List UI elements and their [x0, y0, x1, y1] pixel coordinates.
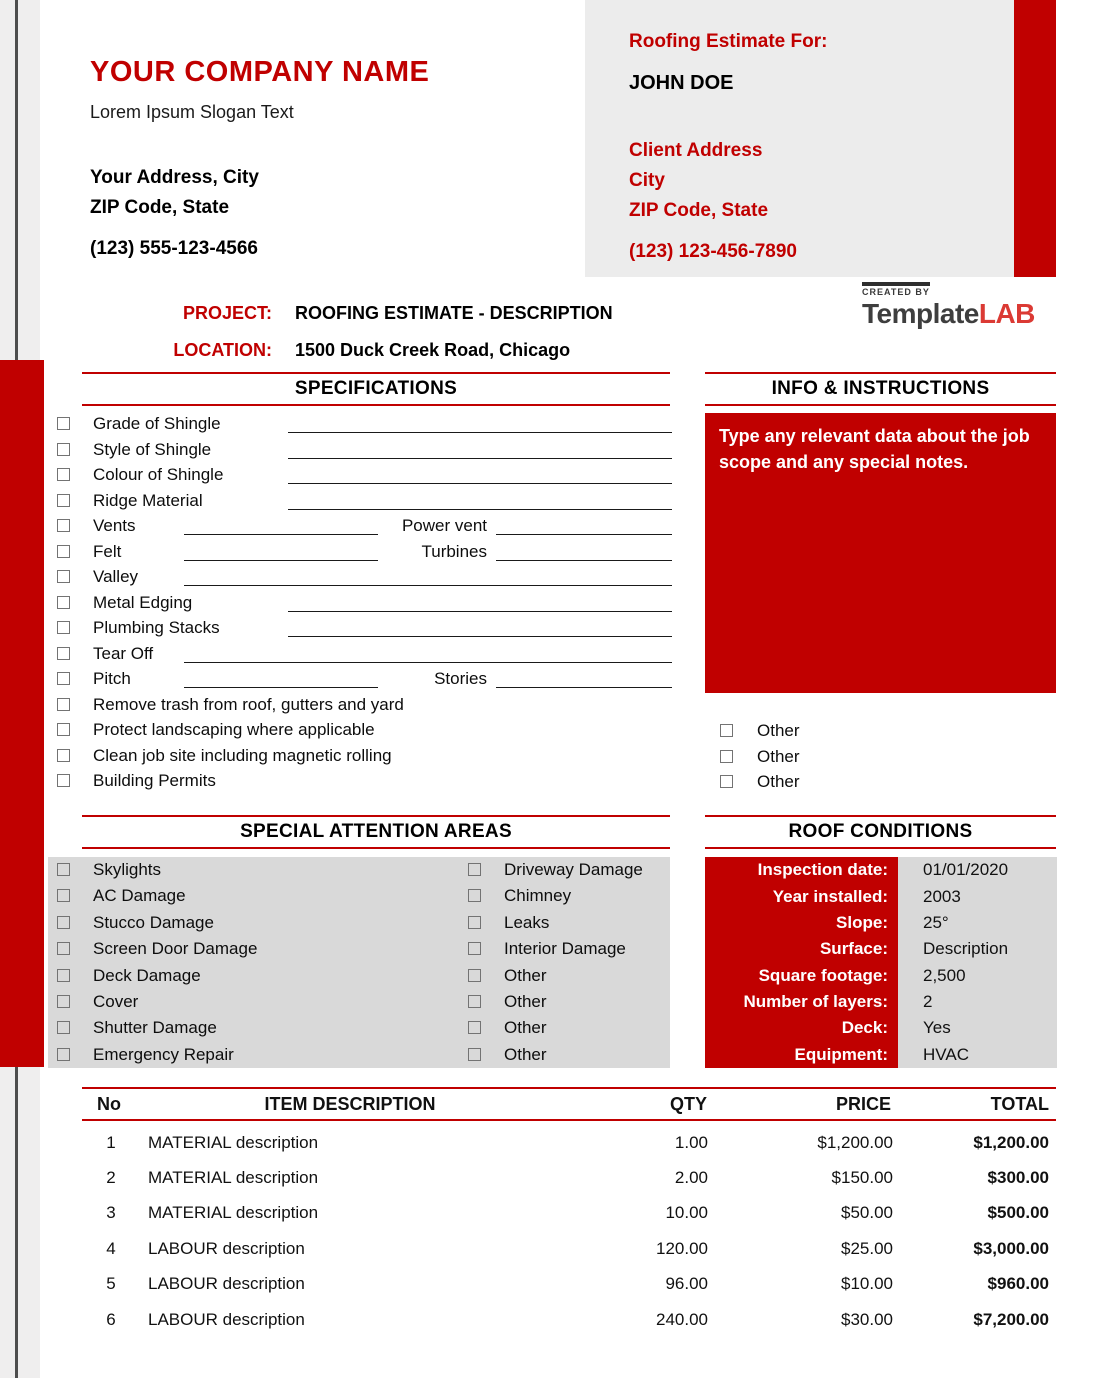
checkbox[interactable] — [57, 647, 70, 660]
spec-row — [48, 642, 672, 668]
spec-label: Metal Edging — [93, 592, 193, 612]
attention-label: Other — [504, 965, 547, 985]
spec-label: Building Permits — [93, 771, 216, 790]
client-address-line2: City — [629, 170, 665, 191]
condition-label: Year installed: — [705, 883, 898, 909]
checkbox[interactable] — [468, 942, 481, 955]
checkbox[interactable] — [720, 775, 733, 788]
checkbox[interactable] — [468, 969, 481, 982]
condition-value: Yes — [898, 1015, 1057, 1041]
location-row — [82, 332, 682, 369]
client-phone: (123) 123-456-7890 — [629, 241, 797, 262]
attention-label: Other — [504, 991, 547, 1011]
spec-label: Remove trash from roof, gutters and yard — [93, 694, 404, 714]
attention-label: Emergency Repair — [93, 1044, 234, 1064]
spec-row — [48, 438, 672, 464]
items-table-rows — [82, 1121, 1056, 1337]
client-name: JOHN DOE — [629, 72, 734, 94]
spec-label: Colour of Shingle — [93, 465, 224, 484]
item-price-cell: $150.00 — [831, 1168, 893, 1188]
checkbox[interactable] — [720, 750, 733, 763]
roof-conditions-header: ROOF CONDITIONS — [705, 815, 1056, 849]
checkbox[interactable] — [57, 774, 70, 787]
fill-in-line[interactable] — [496, 514, 672, 535]
spec-label: Valley — [93, 567, 139, 586]
spec-row — [48, 616, 672, 642]
table-row — [82, 1160, 1056, 1195]
fill-in-line[interactable] — [184, 642, 672, 663]
item-price-cell: $50.00 — [841, 1203, 893, 1223]
item-description-cell: LABOUR description — [148, 1309, 305, 1329]
item-qty-cell: 10.00 — [665, 1203, 708, 1223]
item-no-cell: 6 — [106, 1309, 116, 1329]
spec-label: Vents — [93, 516, 136, 535]
location-value: 1500 Duck Creek Road, Chicago — [295, 340, 571, 360]
spec-row — [48, 514, 672, 540]
company-phone: (123) 555-123-4566 — [90, 238, 258, 259]
items-table — [82, 1087, 1056, 1337]
spec-row — [48, 718, 672, 744]
logo-template-text: Template — [862, 298, 979, 329]
checkbox[interactable] — [57, 621, 70, 634]
item-qty-cell: 240.00 — [656, 1309, 708, 1329]
item-total-cell: $3,000.00 — [973, 1238, 1049, 1258]
table-row — [82, 1231, 1056, 1266]
spec-label: Style of Shingle — [93, 439, 212, 459]
attention-label: Other — [504, 1018, 547, 1038]
checkbox[interactable] — [57, 969, 70, 982]
checkbox[interactable] — [720, 724, 733, 737]
item-price-cell: $30.00 — [841, 1309, 893, 1329]
attention-row — [48, 1015, 670, 1041]
condition-label: Deck: — [705, 1015, 898, 1041]
attention-row — [48, 963, 670, 989]
table-row — [82, 1302, 1056, 1337]
specifications-list — [48, 412, 672, 795]
item-description-cell: MATERIAL description — [148, 1203, 319, 1223]
spec-sublabel: Turbines — [421, 541, 487, 561]
project-row — [82, 295, 682, 332]
checkbox[interactable] — [57, 519, 70, 532]
checkbox[interactable] — [57, 596, 70, 609]
special-attention-header: SPECIAL ATTENTION AREAS — [82, 815, 670, 849]
checkbox[interactable] — [57, 417, 70, 430]
checkbox[interactable] — [57, 443, 70, 456]
item-total-cell: $500.00 — [987, 1203, 1049, 1223]
spec-sublabel: Stories — [434, 669, 487, 688]
fill-in-line[interactable] — [288, 616, 672, 637]
spec-row — [48, 667, 672, 693]
item-price-cell: $1,200.00 — [817, 1132, 893, 1152]
attention-label: Other — [504, 1044, 547, 1064]
items-table-header — [82, 1087, 1056, 1121]
checkbox[interactable] — [57, 723, 70, 736]
spec-label: Pitch — [93, 669, 131, 688]
checkbox[interactable] — [57, 672, 70, 685]
item-total-cell: $7,200.00 — [973, 1309, 1049, 1329]
checkbox[interactable] — [57, 698, 70, 711]
spec-row — [48, 565, 672, 591]
condition-label: Number of layers: — [705, 989, 898, 1015]
item-no-cell: 1 — [106, 1132, 116, 1152]
attention-label: Interior Damage — [504, 939, 626, 959]
project-location-block — [82, 295, 682, 369]
condition-row — [705, 936, 1057, 962]
logo-created-by: CREATED BY — [862, 282, 930, 297]
condition-label: Surface: — [705, 936, 898, 962]
spec-row — [48, 744, 672, 770]
company-address-line2: ZIP Code, State — [90, 197, 230, 218]
checkbox[interactable] — [57, 995, 70, 1008]
item-no-cell: 3 — [106, 1203, 116, 1223]
item-description-cell: MATERIAL description — [148, 1132, 319, 1152]
item-no-cell: 2 — [106, 1168, 116, 1188]
checkbox[interactable] — [57, 494, 70, 507]
condition-value: 2 — [898, 989, 1057, 1015]
roof-conditions-table — [705, 857, 1057, 1068]
condition-label: Equipment: — [705, 1042, 898, 1068]
condition-value: HVAC — [898, 1042, 1057, 1068]
special-attention-grid — [48, 857, 670, 1068]
spec-label: Plumbing Stacks — [93, 618, 220, 637]
spec-label: Grade of Shingle — [93, 414, 221, 433]
item-total-cell: $300.00 — [987, 1168, 1049, 1188]
specifications-header: SPECIFICATIONS — [82, 372, 670, 406]
table-row — [82, 1196, 1056, 1231]
checkbox[interactable] — [57, 749, 70, 762]
spec-row — [48, 540, 672, 566]
column-header-no: No — [97, 1093, 121, 1114]
fill-in-line[interactable] — [496, 540, 672, 561]
attention-label: Deck Damage — [93, 965, 201, 985]
fill-in-line[interactable] — [184, 565, 672, 586]
attention-label: Screen Door Damage — [93, 939, 258, 959]
item-qty-cell: 2.00 — [674, 1168, 708, 1188]
attention-row — [48, 1042, 670, 1068]
other-option-row — [705, 745, 1056, 771]
info-note-box[interactable]: Type any relevant data about the job scope and any special notes. — [705, 413, 1056, 693]
condition-label: Slope: — [705, 910, 898, 936]
spec-row — [48, 489, 672, 515]
condition-row — [705, 1015, 1057, 1041]
condition-value: 01/01/2020 — [898, 857, 1057, 883]
checkbox[interactable] — [468, 1048, 481, 1061]
checkbox[interactable] — [57, 1021, 70, 1034]
project-value: ROOFING ESTIMATE - DESCRIPTION — [295, 303, 613, 323]
info-instructions-header: INFO & INSTRUCTIONS — [705, 372, 1056, 406]
spec-row — [48, 591, 672, 617]
company-header — [90, 55, 560, 260]
logo-lab-text: LAB — [978, 298, 1035, 329]
attention-label: Driveway Damage — [504, 860, 643, 879]
item-description-cell: LABOUR description — [148, 1238, 305, 1258]
spec-label: Protect landscaping where applicable — [93, 720, 375, 739]
attention-row — [48, 857, 670, 883]
fill-in-line[interactable] — [288, 438, 672, 459]
checkbox[interactable] — [57, 916, 70, 929]
item-qty-cell: 1.00 — [674, 1132, 708, 1152]
spec-label: Ridge Material — [93, 490, 203, 510]
item-description-cell: LABOUR description — [148, 1274, 305, 1294]
spec-row — [48, 463, 672, 489]
top-accent-bar — [1014, 0, 1056, 277]
company-address — [90, 163, 560, 223]
attention-row — [48, 936, 670, 962]
condition-label: Inspection date: — [705, 857, 898, 883]
location-label: LOCATION: — [173, 340, 272, 360]
condition-row — [705, 963, 1057, 989]
condition-value: 2,500 — [898, 963, 1057, 989]
table-row — [82, 1267, 1056, 1302]
spec-row — [48, 412, 672, 438]
attention-label: Shutter Damage — [93, 1018, 217, 1038]
client-address-line3: ZIP Code, State — [629, 200, 769, 221]
fill-in-line[interactable] — [288, 412, 672, 433]
client-address-line1: Client Address — [629, 140, 763, 161]
checkbox[interactable] — [57, 570, 70, 583]
checkbox[interactable] — [468, 889, 481, 902]
attention-label: AC Damage — [93, 886, 186, 906]
item-no-cell: 4 — [106, 1238, 116, 1258]
column-header-price: PRICE — [835, 1093, 891, 1114]
table-row — [82, 1125, 1056, 1160]
condition-row — [705, 989, 1057, 1015]
logo-wordmark — [862, 300, 1035, 327]
item-price-cell: $10.00 — [841, 1274, 893, 1294]
spec-label: Clean job site including magnetic rolling — [93, 745, 392, 765]
attention-label: Leaks — [504, 912, 550, 932]
column-header-total: TOTAL — [990, 1093, 1049, 1114]
checkbox[interactable] — [57, 1048, 70, 1061]
column-header-qty: QTY — [669, 1093, 707, 1114]
item-no-cell: 5 — [106, 1274, 116, 1294]
item-total-cell: $1,200.00 — [973, 1132, 1049, 1152]
fill-in-line[interactable] — [288, 489, 672, 510]
condition-row — [705, 883, 1057, 909]
spec-label: Felt — [93, 541, 122, 561]
attention-label: Chimney — [504, 886, 572, 906]
other-option-row — [705, 719, 1056, 745]
condition-row — [705, 1042, 1057, 1068]
attention-row — [48, 989, 670, 1015]
spec-row — [48, 693, 672, 719]
checkbox[interactable] — [57, 863, 70, 876]
other-options-list — [705, 719, 1056, 796]
condition-row — [705, 857, 1057, 883]
company-name: YOUR COMPANY NAME — [90, 56, 430, 88]
spec-sublabel: Power vent — [401, 516, 487, 535]
spec-row — [48, 769, 672, 795]
other-option-label: Other — [757, 721, 800, 740]
checkbox[interactable] — [57, 889, 70, 902]
project-label: PROJECT: — [182, 303, 272, 323]
other-option-label: Other — [757, 746, 800, 766]
checkbox[interactable] — [57, 545, 70, 558]
fill-in-line[interactable] — [496, 667, 672, 688]
checkbox[interactable] — [468, 863, 481, 876]
checkbox[interactable] — [468, 916, 481, 929]
fill-in-line[interactable] — [288, 591, 672, 612]
client-address — [629, 136, 1004, 226]
item-price-cell: $25.00 — [841, 1238, 893, 1258]
spec-label: Tear Off — [93, 643, 154, 663]
item-qty-cell: 96.00 — [665, 1274, 708, 1294]
checkbox[interactable] — [468, 995, 481, 1008]
condition-value: Description — [898, 936, 1057, 962]
attention-row — [48, 910, 670, 936]
checkbox[interactable] — [57, 468, 70, 481]
company-address-line1: Your Address, City — [90, 167, 259, 188]
left-accent-stripe — [0, 360, 44, 1067]
condition-row — [705, 910, 1057, 936]
item-total-cell: $960.00 — [987, 1274, 1049, 1294]
condition-value: 2003 — [898, 883, 1057, 909]
item-description-cell: MATERIAL description — [148, 1168, 319, 1188]
condition-value: 25° — [898, 910, 1057, 936]
attention-label: Cover — [93, 991, 139, 1011]
client-heading: Roofing Estimate For: — [629, 31, 828, 52]
fill-in-line[interactable] — [288, 463, 672, 484]
attention-label: Skylights — [93, 860, 162, 879]
condition-label: Square footage: — [705, 963, 898, 989]
item-qty-cell: 120.00 — [656, 1238, 708, 1258]
templatelab-logo — [862, 282, 1035, 327]
column-header-description: ITEM DESCRIPTION — [264, 1093, 436, 1114]
client-info-box — [585, 0, 1014, 277]
attention-label: Stucco Damage — [93, 912, 214, 932]
other-option-label: Other — [757, 772, 800, 791]
company-slogan: Lorem Ipsum Slogan Text — [90, 102, 294, 122]
attention-row — [48, 883, 670, 909]
checkbox[interactable] — [468, 1021, 481, 1034]
other-option-row — [705, 770, 1056, 796]
checkbox[interactable] — [57, 942, 70, 955]
